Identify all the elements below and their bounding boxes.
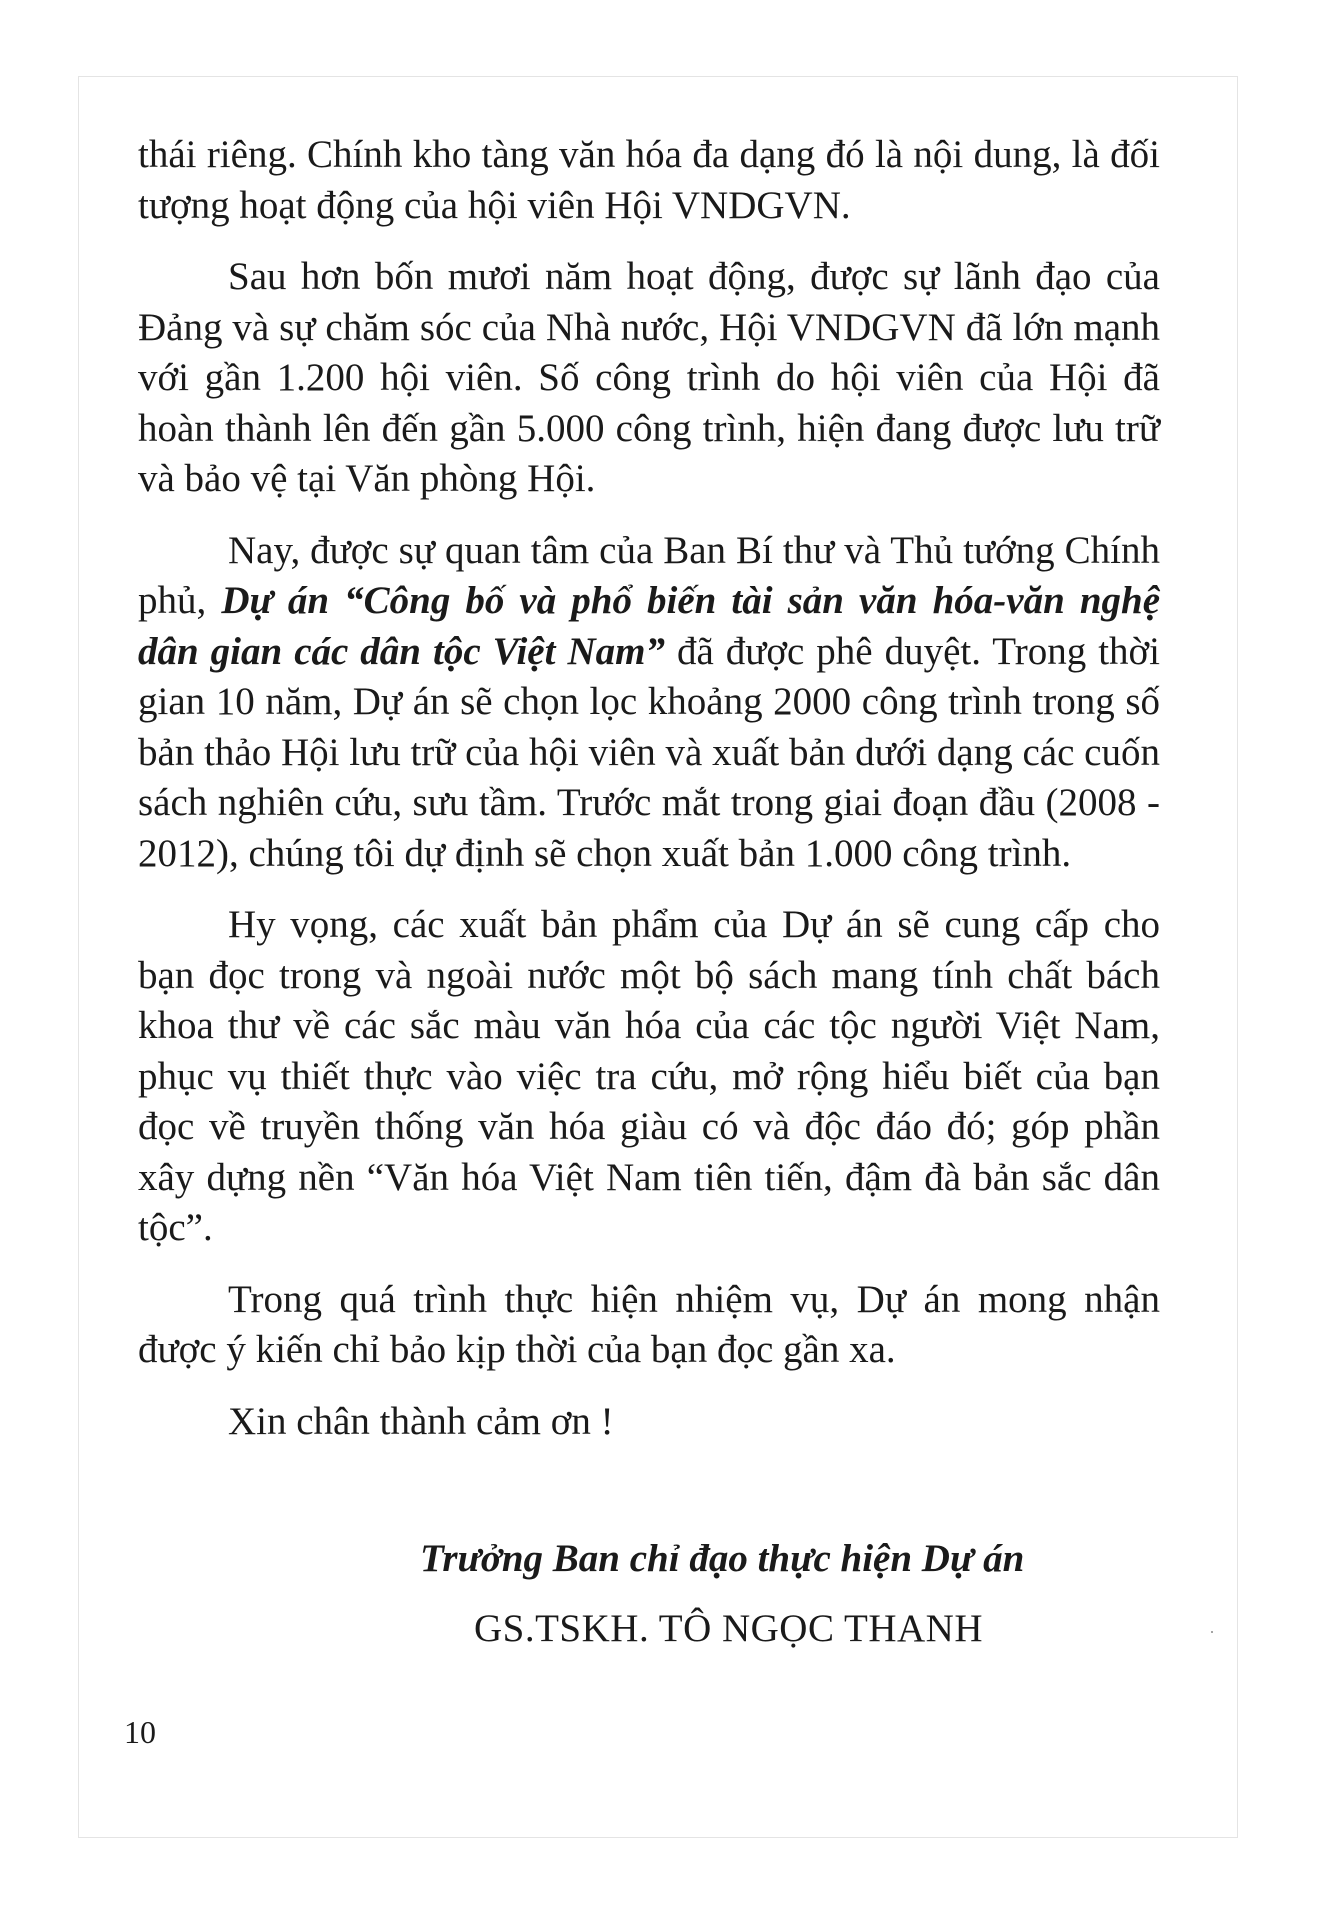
body-text bbox=[138, 130, 1160, 1468]
scan-speck bbox=[1211, 1631, 1213, 1633]
paragraph-1: thái riêng. Chính kho tàng văn hóa đa dạng đó là nội dung, là đối tượng hoạt động của hội viên Hội VNDGVN. bbox=[138, 133, 1160, 227]
paragraph-2: Sau hơn bốn mươi năm hoạt động, được sự lãnh đạo của Đảng và sự chăm sóc của Nhà nước, Hội VNDGVN đã lớn mạnh với gần 1.200 hội viên. Số công trình do hội viên của Hội đã hoàn thành lên đến gần 5.000 công trình, hiện đang được lưu trữ và bảo vệ tại Văn phòng Hội. bbox=[138, 255, 1160, 500]
paragraph-4: Hy vọng, các xuất bản phẩm của Dự án sẽ cung cấp cho bạn đọc trong và ngoài nước một bộ sách mang tính chất bách khoa thư về các sắc màu văn hóa của các tộc người Việt Nam, phục vụ thiết thực vào việc tra cứu, mở rộng hiểu biết của bạn đọc về truyền thống văn hóa giàu có và độc đáo đó; góp phần xây dựng nền “Văn hóa Việt Nam tiên tiến, đậm đà bản sắc dân tộc”. bbox=[138, 903, 1160, 1249]
paragraph-3-rest: đã được phê duyệt. Trong thời gian 10 năm, Dự án sẽ chọn lọc khoảng 2000 công trình trong số bản thảo Hội lưu trữ của hội viên và xuất bản dưới dạng các cuốn sách nghiên cứu, sưu tầm. Trước mắt trong giai đoạn đầu (2008 - 2012), chúng tôi dự định sẽ chọn xuất bản 1.000 công trình. bbox=[138, 629, 1160, 875]
paragraph-3 bbox=[138, 526, 1160, 880]
signature-name: GS.TSKH. TÔ NGỌC THANH bbox=[474, 1607, 984, 1650]
project-name: Dự án “Công bố và phổ biến tài sản văn hóa-văn nghệ dân gian các dân tộc Việt Nam” bbox=[138, 579, 1161, 673]
closing-thanks: Xin chân thành cảm ơn ! bbox=[228, 1399, 614, 1443]
page-number: 10 bbox=[124, 1714, 156, 1750]
signature-title: Trưởng Ban chỉ đạo thực hiện Dự án bbox=[420, 1537, 1025, 1580]
paragraph-5: Trong quá trình thực hiện nhiệm vụ, Dự án mong nhận được ý kiến chỉ bảo kịp thời của bạn đọc gần xa. bbox=[138, 1277, 1160, 1371]
paragraph-3-intro: Nay, được sự quan tâm của Ban Bí thư và Thủ tướng Chính phủ, bbox=[138, 528, 1160, 622]
